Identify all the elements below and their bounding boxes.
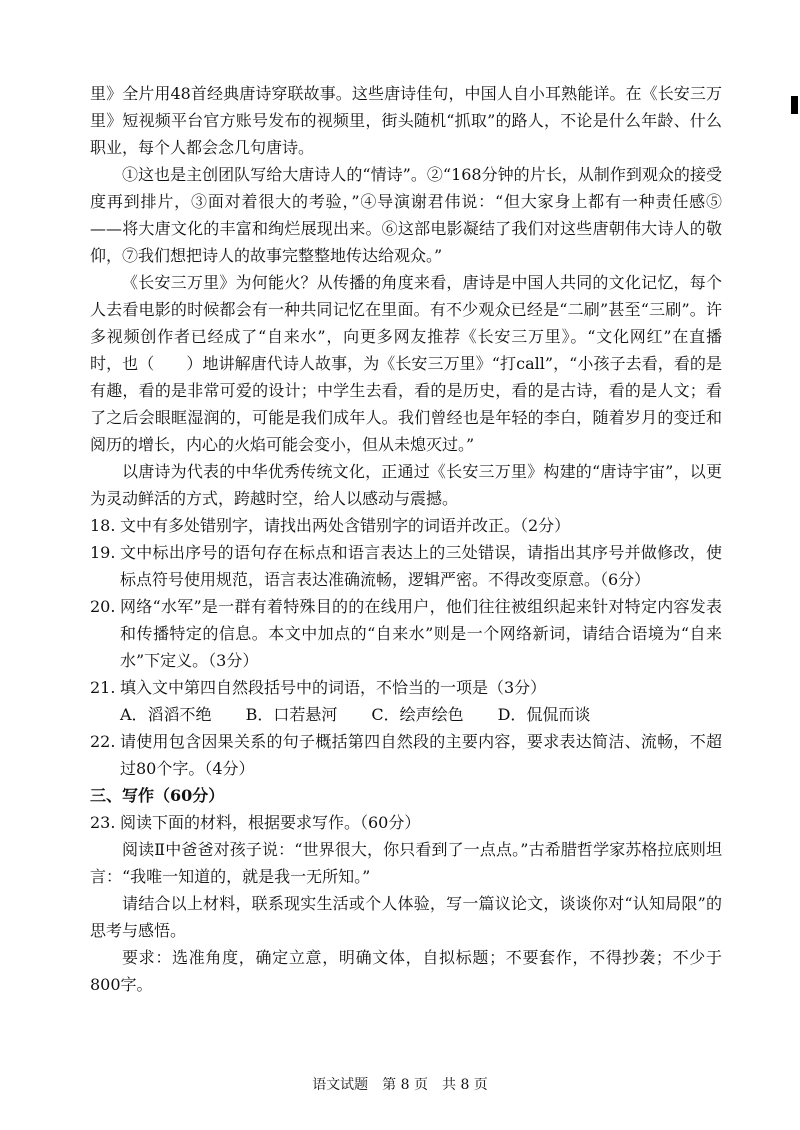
- passage-paragraph-3: 《长安三万里》为何能火？从传播的角度来看，唐诗是中国人共同的文化记忆，每个人去看电影的时候都会有一种共同记忆在里面。有不少观众已经是“二刷”甚至“三刷”。许多视频创作者已经成了“自来水”，向更多网友推荐《长安三万里》。“文化网红”在直播时，也（ ）地讲解唐代诗人故事，为《长安三万里》“打call”，“小孩子去看，看的是有趣，看的是非常可爱的设计；中学生去看，看的是历史，看的是古诗，看的是人文；看了之后会眼眶湿润的，可能是我们成年人。我们曾经也是年轻的李白，随着岁月的变迁和阅历的增长，内心的火焰可能会变小，但从未熄灭过。”: [90, 273, 722, 454]
- question-number: 21.: [90, 678, 116, 697]
- question-number: 19.: [90, 543, 116, 562]
- choice-a: A．滔滔不绝: [120, 705, 212, 724]
- question-number: 22.: [90, 732, 116, 751]
- scan-edge-mark: [791, 96, 798, 114]
- choice-d: D．侃侃而谈: [497, 705, 591, 724]
- question-number: 20.: [90, 597, 116, 616]
- passage-paragraph-2: ①这也是主创团队写给大唐诗人的“情诗”。②“168分钟的片长，从制作到观众的接受度再到排片，③面对着很大的考验，”④导演谢君伟说：“但大家身上都有一种责任感⑤——将大唐文化的丰富和绚烂展现出来。⑥这部电影凝结了我们对这些唐朝伟大诗人的敬仰，⑦我们想把诗人的故事完整整地传达给观众。”: [90, 165, 722, 265]
- question-20: [90, 593, 722, 674]
- question-22: [90, 728, 722, 782]
- exam-page: [90, 80, 722, 998]
- question-text: 填入文中第四自然段括号中的词语，不恰当的一项是（3分）: [120, 678, 547, 697]
- question-text: 文中标出序号的语句存在标点和语言表达上的三处错误，请指出其序号并做修改，使标点符号使用规范，语言表达准确流畅，逻辑严密。不得改变原意。（6分）: [120, 543, 722, 589]
- question-23: [90, 809, 722, 836]
- question-text: 阅读下面的材料，根据要求写作。（60分）: [120, 813, 421, 832]
- passage-paragraph-1: 里》全片用48首经典唐诗穿联故事。这些唐诗佳句，中国人自小耳熟能详。在《长安三万里》短视频平台官方账号发布的视频里，街头随机“抓取”的路人，不论是什么年龄、什么职业，每个人都会念几句唐诗。: [90, 84, 722, 157]
- writing-requirements: 要求：选准角度，确定立意，明确文体，自拟标题；不要套作，不得抄袭；不少于 800字。: [90, 948, 722, 994]
- question-text: 文中有多处错别字，请找出两处含错别字的词语并改正。（2分）: [120, 516, 571, 535]
- question-text: 请使用包含因果关系的句子概括第四自然段的主要内容，要求表达简洁、流畅，不超过80个字。（4分）: [120, 732, 722, 778]
- question-number: 18.: [90, 516, 116, 535]
- page-footer: 语文试题 第 8 页 共 8 页: [312, 1077, 488, 1093]
- question-text: 网络“水军”是一群有着特殊目的的在线用户，他们往往被组织起来针对特定内容发表和传播特定的信息。本文中加点的“自来水”则是一个网络新词，请结合语境为“自来水”下定义。（3分）: [120, 597, 722, 670]
- choice-b: B．口若悬河: [245, 705, 338, 724]
- writing-prompt: 请结合以上材料，联系现实生活或个人体验，写一篇议论文，谈谈你对“认知局限”的思考与感悟。: [90, 894, 722, 940]
- choice-c: C．绘声绘色: [371, 705, 464, 724]
- writing-section-title: 三、写作（60分）: [90, 786, 225, 805]
- writing-material: 阅读Ⅱ中爸爸对孩子说：“世界很大，你只看到了一点点。”古希腊哲学家苏格拉底则坦言：“我唯一知道的，就是我一无所知。”: [90, 840, 722, 886]
- question-19: [90, 539, 722, 593]
- question-number: 23.: [90, 813, 116, 832]
- question-21: [90, 674, 722, 701]
- question-18: [90, 512, 722, 539]
- question-21-choices: [90, 701, 722, 728]
- passage-paragraph-4: 以唐诗为代表的中华优秀传统文化，正通过《长安三万里》构建的“唐诗宇宙”，以更为灵动鲜活的方式，跨越时空，给人以感动与震撼。: [90, 462, 722, 508]
